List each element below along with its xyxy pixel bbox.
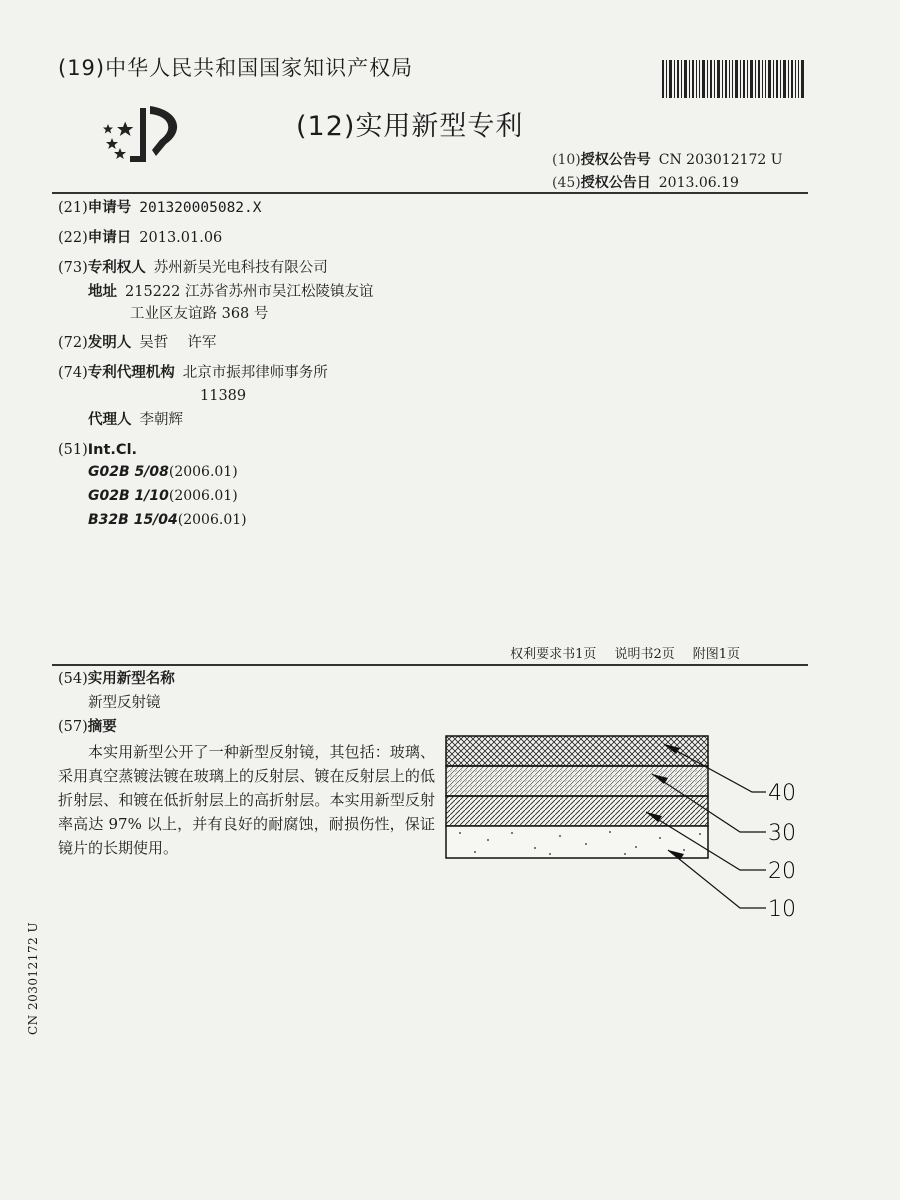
classification-item: G02B 1/10(2006.01) [88, 488, 238, 504]
classification-item: G02B 5/08(2006.01) [88, 464, 238, 480]
application-date: (22)申请日 2013.01.06 [58, 229, 223, 246]
description-pages: 说明书2页 [614, 647, 675, 662]
publication-date: (45)授权公告日 2013.06.19 [552, 175, 739, 191]
patent-holder: (73)专利权人 苏州新吴光电科技有限公司 [58, 259, 328, 276]
abstract-text: 本实用新型公开了一种新型反射镜，其包括：玻璃、采用真空蒸镀法镀在玻璃上的反射层、镀在反射层上的低折射层、和镀在低折射层上的高折射层。本实用新型反射率高达 97% 以上，并有良好的耐腐蚀，耐损伤性，保证镜片的长期使用。 [58, 743, 435, 857]
utility-model-name: 新型反射镜 [88, 695, 161, 711]
layer-30-low-refraction [446, 766, 708, 796]
patent-agency: (74)专利代理机构 北京市振邦律师事务所 [58, 364, 328, 381]
address: 地址 215222 江苏省苏州市吴江松陵镇友谊 [88, 283, 374, 300]
agent: 代理人 李朝辉 [88, 411, 183, 428]
application-number: (21)申请号 201320005082.X [58, 199, 262, 216]
barcode-image [662, 60, 804, 98]
label-10: 10 [768, 897, 796, 922]
classification-item: B32B 15/04(2006.01) [88, 512, 247, 528]
header-divider [52, 192, 808, 194]
label-20: 20 [768, 859, 796, 884]
cnipa-logo [100, 100, 192, 170]
label-40: 40 [768, 781, 796, 806]
layer-20-reflective [446, 796, 708, 826]
label-30: 30 [768, 821, 796, 846]
side-publication-number: CN 203012172 U [26, 921, 40, 1035]
inventors: (72)发明人 吴哲 许军 [58, 334, 217, 351]
claims-pages: 权利要求书1页 [510, 647, 597, 662]
section-divider [52, 664, 808, 666]
int-cl-heading: (51)Int.Cl. [58, 442, 138, 458]
address-line2: 工业区友谊路 368 号 [130, 306, 269, 322]
drawings-pages: 附图1页 [692, 647, 740, 662]
utility-model-name-heading: (54)实用新型名称 [58, 670, 175, 687]
abstract-heading: (57)摘要 [58, 718, 117, 735]
agency-code: 11389 [200, 388, 247, 404]
layer-40-high-refraction [446, 736, 708, 766]
patent-type-title: (12)实用新型专利 [296, 111, 524, 142]
page-counts [492, 643, 740, 662]
publication-number: (10)授权公告号 CN 203012172 U [552, 152, 783, 168]
office-name: (19)中华人民共和国国家知识产权局 [58, 56, 414, 80]
reflector-layer-diagram [440, 730, 810, 930]
layer-10-glass [446, 826, 708, 858]
